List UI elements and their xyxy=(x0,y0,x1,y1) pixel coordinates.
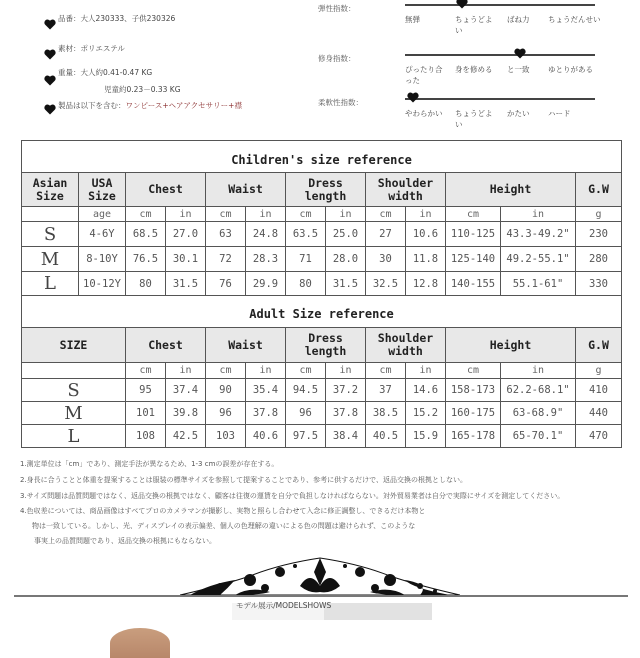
value-cell: 330 xyxy=(576,272,622,296)
value-cell: 12.8 xyxy=(406,272,446,296)
value-cell: 42.5 xyxy=(166,425,206,448)
scale-track xyxy=(405,54,595,56)
ornament-divider-icon xyxy=(180,556,460,596)
header-gw: G.W xyxy=(576,173,622,207)
value-cell: 55.1-61" xyxy=(501,272,576,296)
value-cell: 110-125 xyxy=(446,222,501,247)
unit-cell: in xyxy=(246,363,286,379)
model-shows-label: モデル展示/MODELSHOWS xyxy=(236,601,332,610)
scale-track xyxy=(405,98,595,100)
value-cell: 25.0 xyxy=(326,222,366,247)
header-waist: Waist xyxy=(206,328,286,363)
scale-marker-heart-icon xyxy=(456,0,468,9)
unit-cell: cm xyxy=(446,207,501,222)
value-cell: 90 xyxy=(206,379,246,402)
table-row xyxy=(22,272,622,296)
weight-child-text: 児童約0.23－0.33 KG xyxy=(104,85,181,94)
value-cell: 72 xyxy=(206,247,246,272)
header-shoulder-width: Shoulder width xyxy=(366,173,446,207)
value-cell: 440 xyxy=(576,402,622,425)
value-cell: 65-70.1" xyxy=(501,425,576,448)
value-cell: 37.4 xyxy=(166,379,206,402)
material-text: 素材：ポリエステル xyxy=(58,44,125,53)
unit-cell: cm xyxy=(126,363,166,379)
value-cell: 80 xyxy=(126,272,166,296)
heart-bullet-icon xyxy=(44,75,56,86)
scale-tick-label: ぴったり合った xyxy=(405,65,443,85)
item-number-text: 品番：大人230333、子供230326 xyxy=(58,14,176,23)
scale-label: 柔軟性指数： xyxy=(318,98,363,107)
value-cell: 95 xyxy=(126,379,166,402)
unit-cell: in xyxy=(166,363,206,379)
scale-label: 弾性指数： xyxy=(318,4,356,13)
heart-bullet-icon xyxy=(44,104,56,115)
unit-cell xyxy=(22,363,126,379)
value-cell: 27.0 xyxy=(166,222,206,247)
note-6: 事実上の品質問題であり、返品交換の根拠にもならない。 xyxy=(34,537,216,545)
note-2: 2.身長に合うことと体重を提案することは服装の標準サイズを参照して提案することであり、参考に供するだけで、返品交換の根拠としない。 xyxy=(20,476,467,484)
value-cell: 37 xyxy=(366,379,406,402)
value-cell: 37.8 xyxy=(246,402,286,425)
value-cell: 62.2-68.1" xyxy=(501,379,576,402)
heart-bullet-icon xyxy=(44,19,56,30)
unit-cell xyxy=(22,207,79,222)
scale-tick-label: やわらかい xyxy=(405,109,443,118)
value-cell: 103 xyxy=(206,425,246,448)
scale-tick-label: ちょうどよい xyxy=(455,109,493,129)
value-cell: 14.6 xyxy=(406,379,446,402)
value-cell: 30.1 xyxy=(166,247,206,272)
includes-text xyxy=(58,100,242,111)
value-cell: 158-173 xyxy=(446,379,501,402)
value-cell: 125-140 xyxy=(446,247,501,272)
value-cell: 38.4 xyxy=(326,425,366,448)
value-cell: 160-175 xyxy=(446,402,501,425)
scale-label: 修身指数： xyxy=(318,54,356,63)
value-cell: 35.4 xyxy=(246,379,286,402)
value-cell: 8-10Y xyxy=(79,247,126,272)
size-cell: S xyxy=(22,379,126,402)
value-cell: 97.5 xyxy=(286,425,326,448)
unit-cell: in xyxy=(326,207,366,222)
value-cell: 76 xyxy=(206,272,246,296)
value-cell: 76.5 xyxy=(126,247,166,272)
value-cell: 37.8 xyxy=(326,402,366,425)
unit-cell: in xyxy=(166,207,206,222)
note-4: 4.色収差については、商品画像はすべてプロのカメラマンが撮影し、実物と照らし合わせて入念に修正調整し、できるだけ本物と xyxy=(20,507,426,515)
value-cell: 27 xyxy=(366,222,406,247)
value-cell: 49.2-55.1" xyxy=(501,247,576,272)
scale-tick-label: 無弾 xyxy=(405,15,420,24)
scale-track xyxy=(405,4,595,6)
value-cell: 63.5 xyxy=(286,222,326,247)
value-cell: 96 xyxy=(286,402,326,425)
table-row xyxy=(22,379,622,402)
unit-cell: cm xyxy=(206,207,246,222)
unit-cell: in xyxy=(246,207,286,222)
header-dress-length: Dress length xyxy=(286,328,366,363)
header-height: Height xyxy=(446,173,576,207)
header-chest: Chest xyxy=(126,328,206,363)
value-cell: 101 xyxy=(126,402,166,425)
unit-cell: g xyxy=(576,363,622,379)
unit-cell: cm xyxy=(286,207,326,222)
value-cell: 29.9 xyxy=(246,272,286,296)
value-cell: 38.5 xyxy=(366,402,406,425)
model-photo xyxy=(110,628,170,658)
size-cell: M xyxy=(22,247,79,272)
value-cell: 165-178 xyxy=(446,425,501,448)
scale-marker-heart-icon xyxy=(514,48,526,59)
scale-marker-heart-icon xyxy=(407,92,419,103)
scale-tick-label: ハード xyxy=(548,109,571,118)
value-cell: 32.5 xyxy=(366,272,406,296)
unit-cell: in xyxy=(406,207,446,222)
value-cell: 280 xyxy=(576,247,622,272)
children-size-table xyxy=(21,140,622,296)
header-gw: G.W xyxy=(576,328,622,363)
table-row xyxy=(22,247,622,272)
unit-cell: in xyxy=(501,363,576,379)
unit-cell: cm xyxy=(446,363,501,379)
adult-table-title: Adult Size reference xyxy=(22,296,622,328)
table-row xyxy=(22,425,622,448)
value-cell: 94.5 xyxy=(286,379,326,402)
value-cell: 71 xyxy=(286,247,326,272)
header-dress-length: Dress length xyxy=(286,173,366,207)
value-cell: 108 xyxy=(126,425,166,448)
adult-units-row xyxy=(22,363,622,379)
unit-cell: cm xyxy=(366,207,406,222)
value-cell: 10-12Y xyxy=(79,272,126,296)
scale-tick-label: ちょうだんせい xyxy=(548,15,601,24)
scale-tick-label: と一致 xyxy=(507,65,530,74)
size-cell: M xyxy=(22,402,126,425)
value-cell: 63-68.9" xyxy=(501,402,576,425)
header-shoulder-width: Shoulder width xyxy=(366,328,446,363)
size-cell: S xyxy=(22,222,79,247)
value-cell: 230 xyxy=(576,222,622,247)
value-cell: 140-155 xyxy=(446,272,501,296)
size-cell: L xyxy=(22,425,126,448)
scale-tick-label: かたい xyxy=(507,109,530,118)
children-units-row xyxy=(22,207,622,222)
header-chest: Chest xyxy=(126,173,206,207)
scale-tick-label: 身を修める xyxy=(455,65,493,74)
value-cell: 68.5 xyxy=(126,222,166,247)
value-cell: 28.3 xyxy=(246,247,286,272)
header-usa-size: USA Size xyxy=(79,173,126,207)
header-waist: Waist xyxy=(206,173,286,207)
size-cell: L xyxy=(22,272,79,296)
value-cell: 31.5 xyxy=(326,272,366,296)
value-cell: 10.6 xyxy=(406,222,446,247)
unit-cell: in xyxy=(406,363,446,379)
value-cell: 96 xyxy=(206,402,246,425)
note-5: 物は一致している。しかし、光、ディスプレイの表示偏差、個人の色理解の違いによる色の問題は避けられず、このような xyxy=(32,522,416,530)
value-cell: 31.5 xyxy=(166,272,206,296)
table-row xyxy=(22,402,622,425)
unit-cell: age xyxy=(79,207,126,222)
value-cell: 15.2 xyxy=(406,402,446,425)
value-cell: 39.8 xyxy=(166,402,206,425)
note-3: 3.サイズ問題は品質問題ではなく、返品交換の根拠ではなく、顧客は往復の運賃を自分で負担しなければならない。対外貿易業者は自分で実際にサイズを測定してください。 xyxy=(20,492,565,500)
value-cell: 63 xyxy=(206,222,246,247)
value-cell: 24.8 xyxy=(246,222,286,247)
scale-tick-label: ゆとりがある xyxy=(548,65,593,74)
note-1: 1.測定単位は「cm」であり、測定手法が異なるため、1-3 cmの誤差が存在する。 xyxy=(20,460,279,468)
heart-bullet-icon xyxy=(44,49,56,60)
weight-adult-text: 重量：大人約0.41-0.47 KG xyxy=(58,68,153,77)
table-row xyxy=(22,222,622,247)
value-cell: 37.2 xyxy=(326,379,366,402)
unit-cell: g xyxy=(576,207,622,222)
unit-cell: cm xyxy=(126,207,166,222)
value-cell: 43.3-49.2" xyxy=(501,222,576,247)
includes-label: 製品は以下を含む： xyxy=(58,101,126,110)
unit-cell: cm xyxy=(286,363,326,379)
value-cell: 40.6 xyxy=(246,425,286,448)
unit-cell: cm xyxy=(366,363,406,379)
value-cell: 4-6Y xyxy=(79,222,126,247)
value-cell: 80 xyxy=(286,272,326,296)
unit-cell: cm xyxy=(206,363,246,379)
header-asian-size: Asian Size xyxy=(22,173,79,207)
value-cell: 15.9 xyxy=(406,425,446,448)
unit-cell: in xyxy=(501,207,576,222)
header-size: SIZE xyxy=(22,328,126,363)
header-height: Height xyxy=(446,328,576,363)
children-table-title: Children's size reference xyxy=(22,141,622,173)
scale-tick-label: ちょうどよい xyxy=(455,15,493,35)
value-cell: 28.0 xyxy=(326,247,366,272)
value-cell: 410 xyxy=(576,379,622,402)
label-background-accent xyxy=(324,603,432,620)
scale-tick-label: ばね力 xyxy=(507,15,530,24)
section-divider xyxy=(14,595,628,597)
value-cell: 40.5 xyxy=(366,425,406,448)
adult-size-table xyxy=(21,295,622,448)
value-cell: 30 xyxy=(366,247,406,272)
value-cell: 11.8 xyxy=(406,247,446,272)
unit-cell: in xyxy=(326,363,366,379)
includes-value: ワンピース+ヘアアクセサリー+襟 xyxy=(125,101,242,110)
value-cell: 470 xyxy=(576,425,622,448)
